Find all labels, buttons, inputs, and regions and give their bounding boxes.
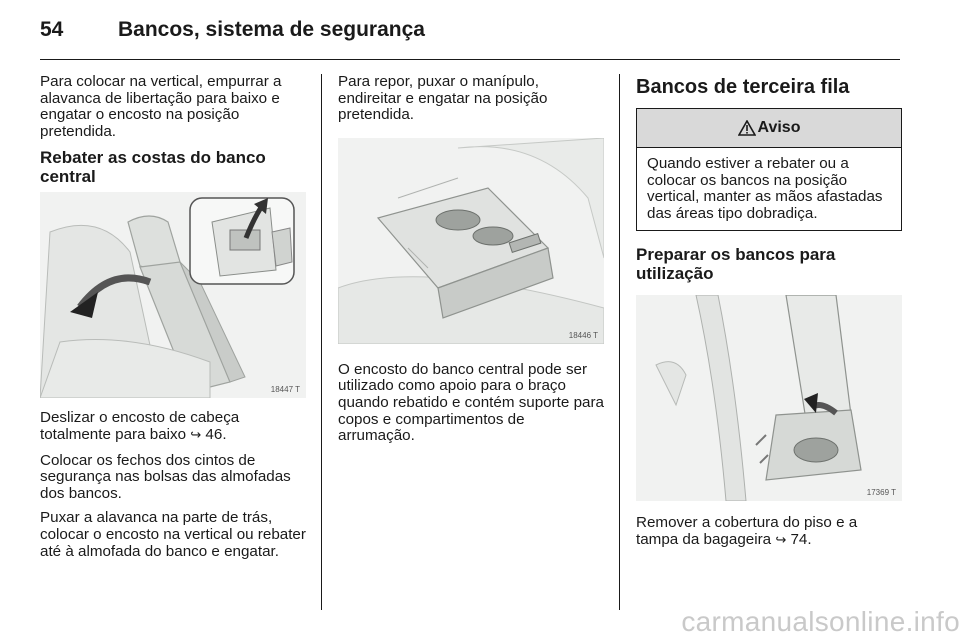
column-2 — [338, 74, 604, 453]
paragraph: Remover a cobertura do piso e a tampa da bagageira ↪ 74. — [636, 514, 858, 548]
page-title: Bancos, sistema de segurança — [118, 18, 425, 41]
ref-arrow-icon: ↪ — [190, 427, 202, 443]
column-divider — [321, 74, 322, 610]
ref-arrow-icon: ↪ — [775, 532, 787, 548]
paragraph: Para colocar na vertical, empurrar a alavanca de libertação para baixo e engatar o encosto na posição pretendida. — [40, 73, 282, 140]
section-heading: Rebater as costas do banco central — [40, 148, 266, 187]
paragraph: Puxar a alavanca na parte de trás, colocar o encosto na vertical ou rebater até à almofada do banco e engatar. — [40, 509, 306, 560]
paragraph: Para repor, puxar o manípulo, endireitar e engatar na posição pretendida. — [338, 73, 548, 124]
section-heading: Bancos de terceira fila — [636, 76, 850, 98]
armrest-illustration — [338, 138, 604, 344]
page-header — [40, 18, 900, 62]
page-reference[interactable]: 74. — [790, 530, 812, 548]
paragraph: Deslizar o encosto de cabeça totalmente para baixo ↪ 46. — [40, 409, 240, 443]
warning-body — [637, 148, 901, 230]
warning-header — [637, 109, 901, 148]
third-row-illustration — [636, 295, 902, 501]
warning-box — [636, 108, 902, 231]
figure-headrest-fold — [40, 192, 306, 398]
column-divider — [619, 74, 620, 610]
section-heading: Preparar os bancos para utilização — [636, 245, 836, 284]
figure-armrest — [338, 138, 604, 344]
column-1 — [40, 74, 306, 568]
watermark: carmanualsonline.info — [681, 606, 960, 637]
figure-third-row-seat — [636, 295, 902, 501]
paragraph: O encosto do banco central pode ser utilizado como apoio para o braço quando rebatido e contém suporte para copos e compartimentos de arrumação. — [338, 360, 604, 445]
page-reference[interactable]: 46. — [205, 425, 227, 443]
warning-triangle-icon — [738, 120, 756, 136]
warning-text: Quando estiver a rebater ou a colocar os bancos na posição vertical, manter as mãos afastadas das áreas tipo dobradiça. — [647, 155, 883, 222]
figure-code: 18447 T — [270, 385, 300, 395]
figure-code: 18446 T — [568, 330, 598, 340]
figure-code: 17369 T — [866, 488, 896, 498]
paragraph: Colocar os fechos dos cintos de segurança nas bolsas das almofadas dos bancos. — [40, 451, 291, 502]
page-number: 54 — [40, 18, 64, 41]
warning-title: Aviso — [757, 119, 801, 136]
column-3 — [636, 74, 902, 558]
header-rule — [40, 59, 900, 60]
seat-illustration — [40, 192, 306, 398]
